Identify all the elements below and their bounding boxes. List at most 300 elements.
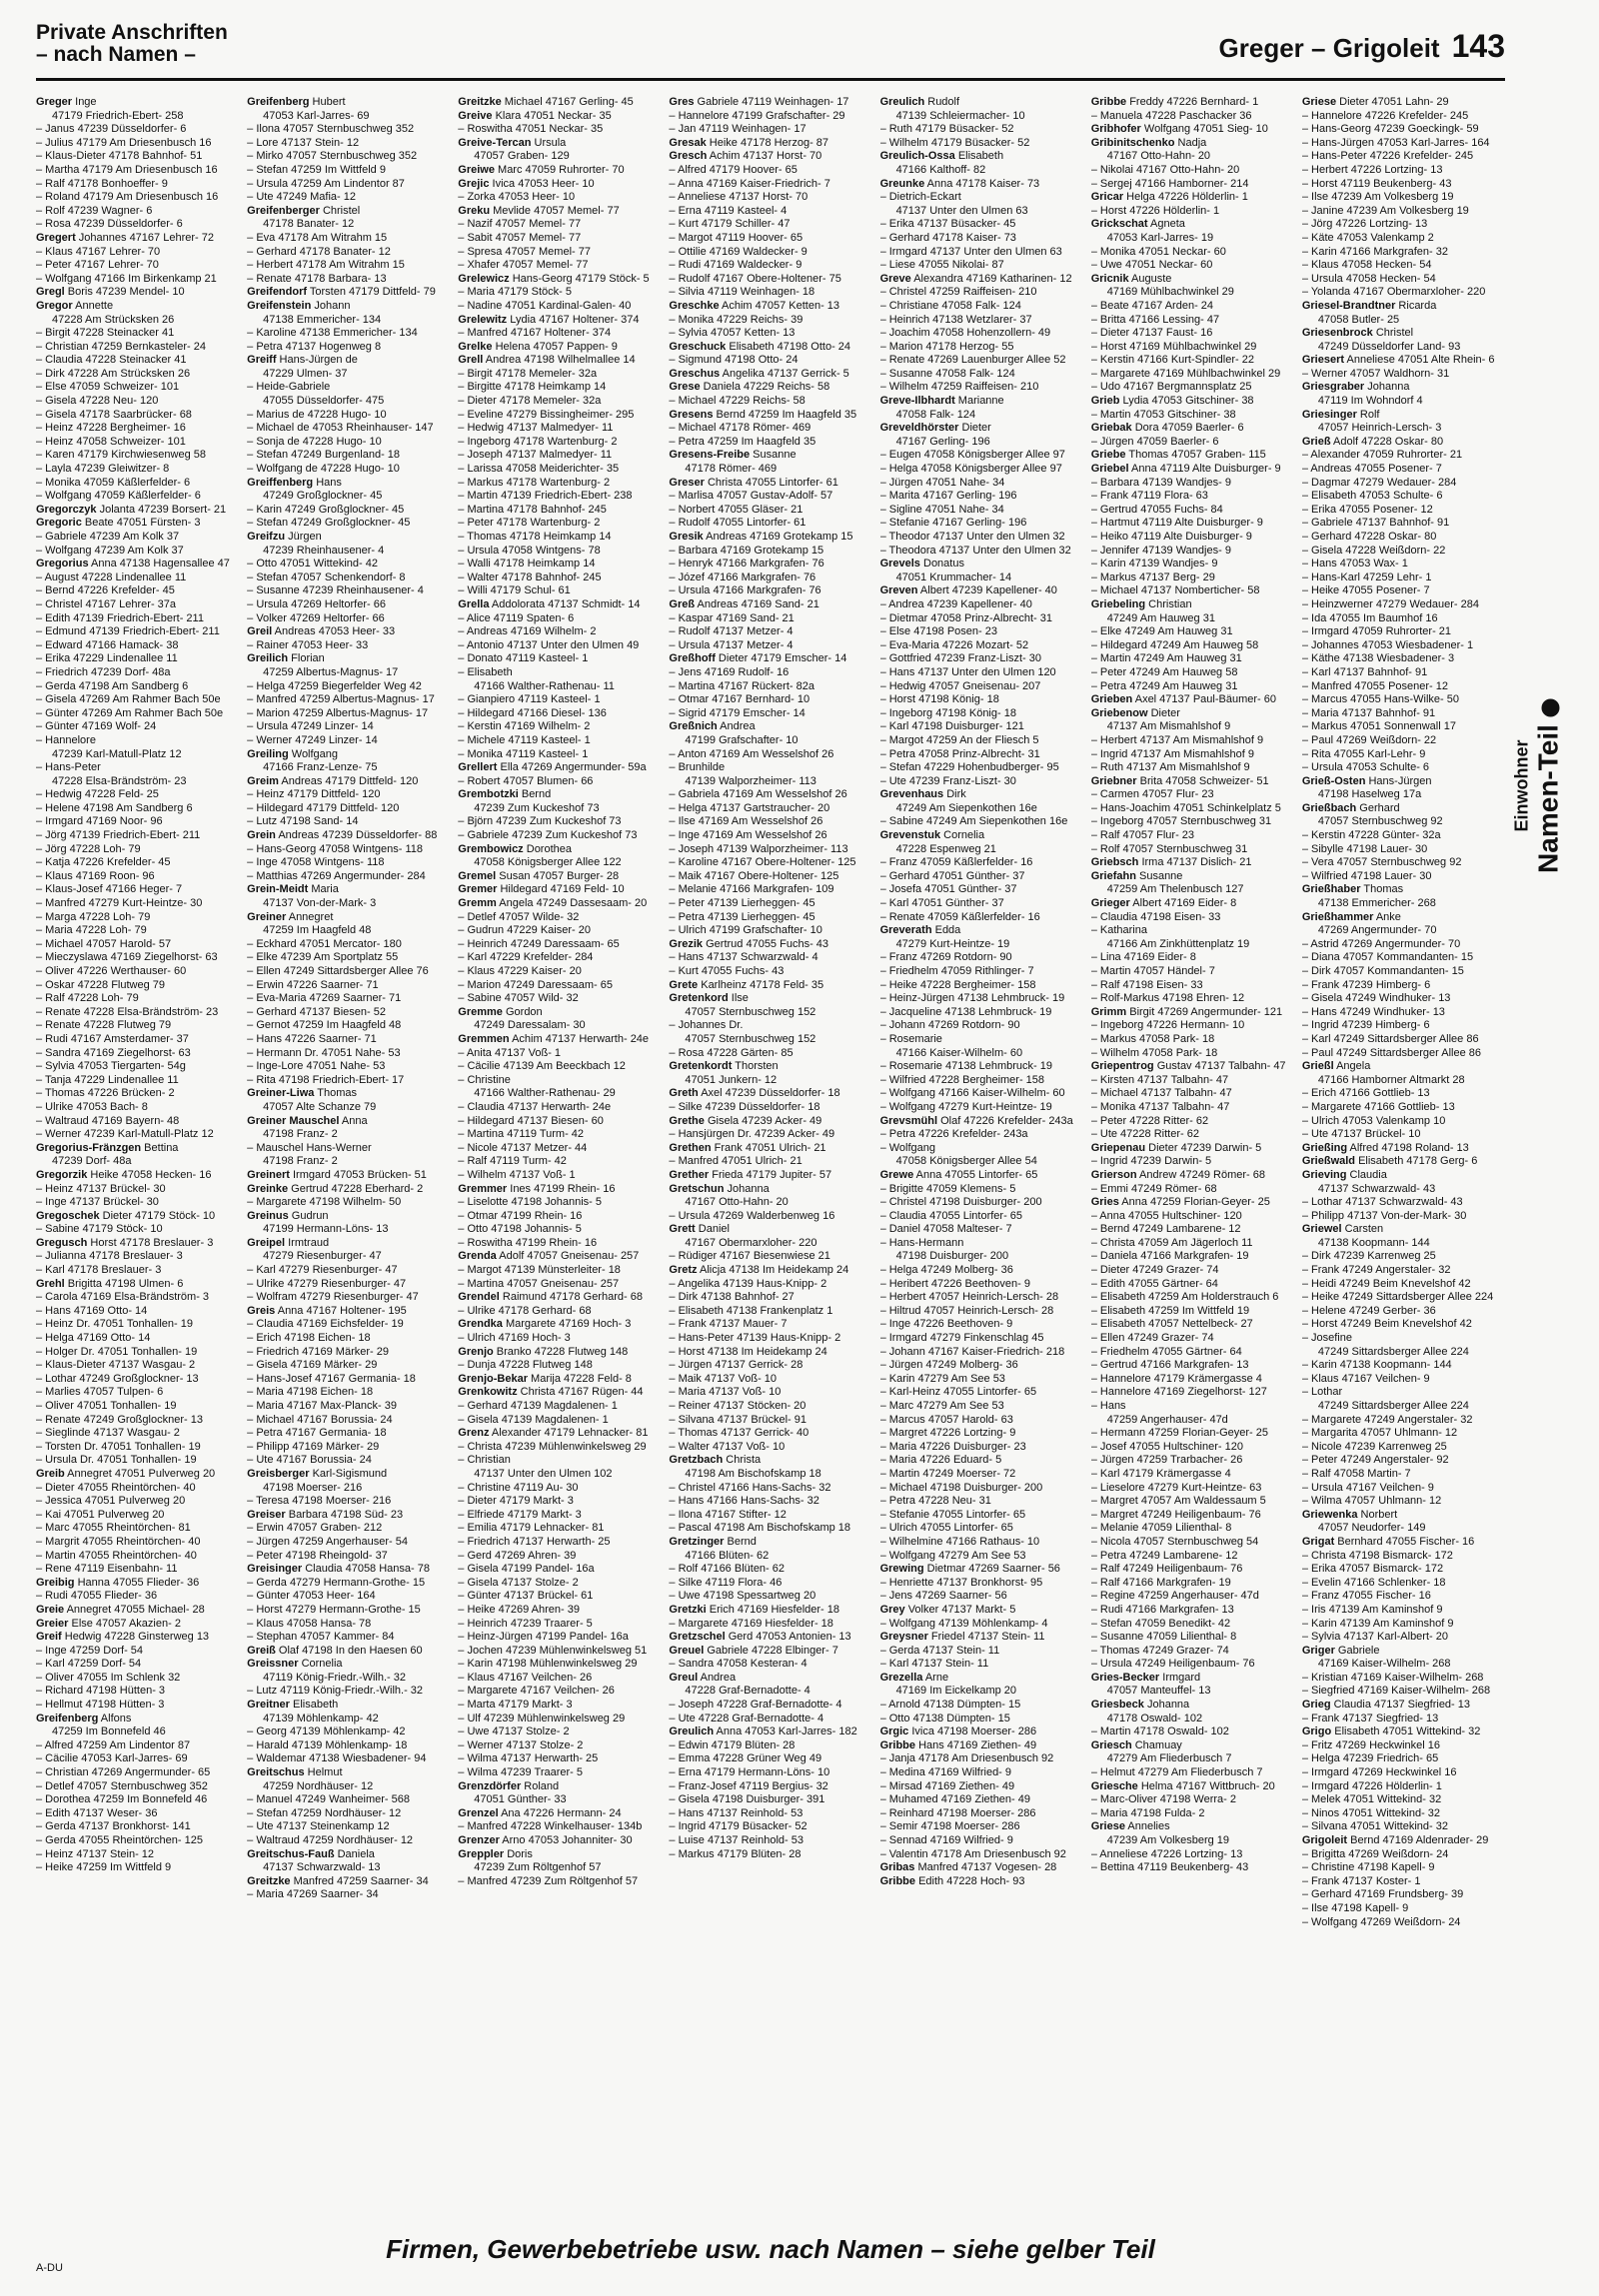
entry-surname: Gries: [1090, 1196, 1119, 1209]
entry-surname: Grießl: [1301, 1060, 1334, 1073]
listing-entry: [247, 1536, 450, 1550]
listing-entry: [458, 381, 661, 395]
listing-entry: [458, 1332, 661, 1346]
entry-text: – Hiltrud 47057 Heinrich-Lersch- 28: [879, 1304, 1054, 1317]
entry-text: Hildegard 47169 Feld- 10: [497, 883, 625, 896]
listing-entry: [247, 897, 450, 911]
entry-text: – Martin 47178 Oswald- 102: [1090, 1725, 1229, 1738]
listing-entry: [669, 273, 871, 287]
listing-entry: [669, 1237, 871, 1251]
listing-entry: [458, 1359, 661, 1373]
entry-text: – Marlies 47057 Tulpen- 6: [36, 1386, 164, 1399]
listing-entry: [1302, 259, 1505, 273]
entry-text: – Franz 47269 Rotdorn- 90: [879, 951, 1012, 964]
entry-text: – Wolfgang: [879, 1141, 936, 1154]
listing-entry: [247, 1291, 450, 1305]
entry-text: – Ralf 47058 Martin- 7: [1301, 1467, 1411, 1480]
entry-text: – Dieter 47055 Rheintörchen- 40: [36, 1481, 196, 1494]
listing-entry: [669, 1645, 871, 1659]
listing-entry: [669, 1563, 871, 1577]
entry-surname: Greschuck: [669, 340, 727, 353]
listing-entry: [247, 1685, 450, 1699]
listing-entry: [669, 558, 871, 572]
listing-entry: [247, 545, 450, 559]
listing-entry: [669, 314, 871, 328]
entry-text: – Lothar 47137 Schwarzwald- 43: [1301, 1196, 1463, 1209]
listing-entry: [247, 652, 450, 666]
listing-entry: [36, 1699, 239, 1713]
listing-entry: [1302, 1495, 1505, 1509]
entry-text: Brita 47058 Schweizer- 51: [1136, 774, 1269, 787]
entry-text: – Heinz Dr. 47051 Tonhallen- 19: [36, 1318, 193, 1331]
entry-text: – Rudolf 47055 Lintorfer- 61: [669, 517, 806, 530]
listing-entry: [669, 368, 871, 382]
listing-entry: [1091, 1685, 1294, 1699]
entry-text: 47053 Karl-Jarres- 19: [1106, 231, 1214, 244]
entry-text: – Ilse 47239 Am Volkesberg 19: [1301, 191, 1454, 204]
listing-entry: [1091, 680, 1294, 694]
entry-text: – Björn 47239 Zum Kuckeshof 73: [458, 815, 622, 828]
entry-surname: Grendel: [458, 1291, 500, 1304]
listing-entry: [669, 1359, 871, 1373]
entry-text: – Gabriela 47169 Am Wesselshof 26: [669, 788, 847, 801]
listing-entry: [36, 1210, 239, 1224]
listing-entry: [880, 1495, 1083, 1509]
entry-text: – Gisela 47269 Am Rahmer Bach 50e: [36, 693, 221, 706]
entry-text: – Nazif 47057 Memel- 77: [458, 218, 582, 231]
listing-entry: [1091, 1278, 1294, 1292]
entry-text: – Silvia 47119 Weinhagen- 18: [669, 286, 815, 299]
listing-entry: [247, 1482, 450, 1496]
entry-text: – Friedhelm 47055 Gärtner- 64: [1090, 1345, 1242, 1358]
listing-entry: [1091, 938, 1294, 952]
listing-entry: [458, 449, 661, 463]
listing-entry: [458, 422, 661, 436]
listing-entry: [247, 409, 450, 423]
entry-text: – Jens 47269 Saarner- 56: [879, 1590, 1007, 1603]
listing-entry: [247, 1115, 450, 1129]
listing-entry: [1302, 178, 1505, 192]
entry-text: – Ursula 47269 Heltorfer- 66: [247, 597, 386, 610]
entry-text: – Christine 47119 Au- 30: [458, 1481, 579, 1494]
entry-surname: Greifenberger: [247, 204, 320, 217]
entry-surname: Grelewitz: [458, 313, 508, 326]
listing-entry: [1302, 775, 1505, 789]
listing-entry: [1302, 1631, 1505, 1645]
listing-entry: [247, 1468, 450, 1482]
listing-entry: [247, 1264, 450, 1278]
entry-text: – Hellmut 47198 Hütten- 3: [36, 1699, 165, 1712]
entry-text: – Christine 47198 Kapell- 9: [1301, 1861, 1435, 1874]
listing-entry: [880, 395, 1083, 409]
entry-surname: Greiling: [247, 747, 289, 760]
listing-entry: [36, 1590, 239, 1604]
listing-entry: [458, 531, 661, 545]
listing-entry: [1091, 870, 1294, 884]
entry-text: 47179 Friedrich-Ebert- 258: [52, 109, 184, 122]
entry-text: – Karoline 47167 Obere-Holtener- 125: [669, 856, 856, 869]
listing-entry: [36, 584, 239, 598]
entry-text: – Ilona 47167 Stifter- 12: [669, 1508, 787, 1521]
entry-text: Helga 47226 Hölderlin- 1: [1123, 191, 1248, 204]
listing-entry: [1091, 422, 1294, 436]
listing-entry: [1302, 1359, 1505, 1373]
listing-entry: [247, 1672, 450, 1686]
entry-surname: Gretzki: [669, 1603, 707, 1616]
listing-entry: [1091, 1522, 1294, 1536]
entry-text: 47249 Großglockner- 45: [263, 490, 383, 503]
listing-entry: [36, 802, 239, 816]
entry-text: – Friedrich 47239 Dorf- 48a: [36, 665, 171, 678]
listing-entry: [1302, 545, 1505, 559]
entry-text: 47137 Schwarzwald- 43: [1317, 1182, 1436, 1195]
listing-entry: [669, 1793, 871, 1807]
entry-surname: Grelewicz: [458, 272, 510, 285]
entry-text: – Inge-Lore 47051 Nahe- 53: [247, 1060, 386, 1073]
listing-entry: [1302, 1793, 1505, 1807]
entry-text: – Wolfgang 47059 Käßlerfelder- 6: [36, 490, 201, 503]
listing-entry: [880, 1305, 1083, 1319]
entry-text: – Edwin 47179 Blüten- 28: [669, 1738, 796, 1751]
entry-text: Raimund 47178 Gerhard- 68: [499, 1291, 643, 1304]
listing-entry: [36, 1454, 239, 1468]
listing-entry: [1302, 734, 1505, 748]
listing-entry: [1302, 924, 1505, 938]
listing-entry: [36, 1563, 239, 1577]
entry-surname: Griger: [1301, 1644, 1335, 1657]
entry-text: – Helga 47249 Molberg- 36: [879, 1264, 1013, 1277]
listing-entry: [1091, 150, 1294, 164]
listing-entry: [880, 1739, 1083, 1753]
listing-entry: [880, 218, 1083, 232]
listing-entry: [1091, 436, 1294, 450]
listing-entry: [247, 1210, 450, 1224]
listing-entry: [669, 911, 871, 925]
entry-text: Rolf: [1356, 408, 1380, 421]
listing-entry: [458, 1006, 661, 1020]
entry-text: – Ute 47228 Graf-Bernadotte- 4: [669, 1712, 824, 1724]
entry-text: – Gerhard 47139 Magdalenen- 1: [458, 1400, 618, 1412]
listing-entry: [669, 531, 871, 545]
entry-text: – Wilma 47239 Traarer- 5: [458, 1766, 583, 1779]
listing-entry: [880, 979, 1083, 993]
listing-entry: [669, 1060, 871, 1074]
entry-text: – Maria 47179 Stöck- 5: [458, 286, 573, 299]
listing-entry: [669, 1210, 871, 1224]
listing-entry: [880, 123, 1083, 137]
entry-text: – Hans 47166 Hans-Sachs- 32: [669, 1495, 819, 1508]
entry-text: – Stefan 47229 Hohenbudberger- 95: [879, 761, 1059, 774]
listing-entry: [669, 829, 871, 843]
entry-surname: Grießhammer: [1301, 910, 1374, 923]
entry-text: 47178 Banater- 12: [263, 218, 355, 231]
listing-entry: [880, 829, 1083, 843]
entry-text: – Sabit 47057 Memel- 77: [458, 231, 582, 244]
entry-text: – Monika 47059 Käßlerfelder- 6: [36, 476, 191, 489]
listing-entry: [247, 1101, 450, 1115]
listing-entry: [1302, 1115, 1505, 1129]
listing-entry: [36, 354, 239, 368]
listing-entry: [669, 477, 871, 491]
listing-entry: [247, 1128, 450, 1142]
listing-entry: [247, 1332, 450, 1346]
entry-surname: Greveldhörster: [879, 422, 959, 435]
entry-surname: Grieger: [1090, 897, 1130, 910]
listing-entry: [247, 218, 450, 232]
entry-text: – Anita 47137 Voß- 1: [458, 1046, 562, 1059]
listing-entry: [669, 1509, 871, 1523]
entry-text: 47058 Butler- 25: [1317, 313, 1400, 326]
listing-entry: [1302, 1752, 1505, 1766]
entry-text: – Ingrid 47179 Büsacker- 52: [669, 1820, 807, 1833]
entry-text: – Michael 47137 Talbahn- 47: [1090, 1087, 1232, 1100]
listing-entry: [669, 1536, 871, 1550]
entry-text: – Karl 47179 Krämergasse 4: [1090, 1467, 1231, 1480]
listing-entry: [1302, 191, 1505, 205]
entry-text: – Henryk 47166 Markgrafen- 76: [669, 558, 824, 571]
entry-surname: Grelke: [458, 340, 493, 353]
entry-text: – Monika 47137 Talbahn- 47: [1090, 1100, 1230, 1113]
listing-entry: [36, 1101, 239, 1115]
listing-entry: [1302, 1250, 1505, 1264]
entry-text: – Hildegard 47179 Dittfeld- 120: [247, 801, 400, 814]
entry-text: – Jörg 47139 Friedrich-Ebert- 211: [36, 829, 201, 842]
page-header: [36, 22, 1505, 78]
listing-entry: [1091, 707, 1294, 721]
entry-surname: Greth: [669, 1087, 699, 1100]
entry-text: – Marcus 47057 Harold- 63: [879, 1413, 1013, 1426]
entry-text: – Frank 47119 Flora- 63: [1090, 490, 1208, 503]
entry-surname: Greitschus: [247, 1766, 305, 1779]
entry-text: – Petra 47249 Lambarene- 12: [1090, 1549, 1238, 1562]
listing-entry: [880, 1725, 1083, 1739]
entry-text: – Ottilie 47169 Waldecker- 9: [669, 245, 807, 258]
entry-text: 47058 Falk- 124: [895, 408, 976, 421]
entry-text: – Edith 47055 Gärtner- 64: [1090, 1277, 1218, 1290]
listing-entry: [669, 490, 871, 504]
entry-text: – Kerstin 47228 Günter- 32a: [1301, 829, 1441, 842]
listing-entry: [1091, 625, 1294, 639]
listing-entry: [458, 1875, 661, 1889]
entry-text: – Christiane 47058 Falk- 124: [879, 299, 1021, 312]
listing-entry: [1091, 788, 1294, 802]
listing-entry: [880, 259, 1083, 273]
entry-text: – Karl 47198 Duisburger- 121: [879, 720, 1024, 733]
entry-text: – Herbert 47057 Heinrich-Lersch- 28: [879, 1291, 1059, 1304]
listing-entry: [669, 1332, 871, 1346]
listing-entry: [247, 123, 450, 137]
entry-text: – Gertrud 47055 Fuchs- 84: [1090, 503, 1223, 516]
listing-entry: [458, 110, 661, 124]
listing-entry: [669, 1278, 871, 1292]
entry-surname: Gretzinger: [669, 1535, 725, 1548]
entry-text: – Rosemarie 47138 Lehmbruck- 19: [879, 1060, 1052, 1073]
listing-entry: [458, 584, 661, 598]
listing-entry: [458, 409, 661, 423]
listing-entry: [247, 1386, 450, 1400]
listing-entry: [1091, 164, 1294, 178]
entry-text: – Astrid 47269 Angermunder- 70: [1301, 937, 1461, 950]
listing-entry: [1091, 463, 1294, 477]
entry-text: – Pascal 47198 Am Bischofskamp 18: [669, 1522, 851, 1535]
listing-entry: [669, 815, 871, 829]
listing-entry: [880, 666, 1083, 680]
entry-text: – Hedwig 47228 Feld- 25: [36, 788, 159, 801]
entry-text: Michael 47167 Gerling- 45: [501, 96, 634, 108]
listing-entry: [880, 612, 1083, 626]
entry-text: Cornelia: [298, 1658, 343, 1671]
entry-text: Achim 47137 Horst- 70: [707, 150, 822, 163]
listing-entry: [247, 1766, 450, 1780]
listing-entry: [1091, 381, 1294, 395]
entry-text: – Hedwig 47057 Gneisenau- 207: [879, 679, 1041, 692]
entry-text: – Nicole 47137 Metzer- 44: [458, 1141, 588, 1154]
listing-entry: [36, 1115, 239, 1129]
listing-entry: [669, 150, 871, 164]
listing-entry: [1302, 1346, 1505, 1360]
listing-entry: [36, 1604, 239, 1618]
entry-text: – Erich 47198 Eichen- 18: [247, 1332, 371, 1345]
listing-entry: [669, 341, 871, 355]
entry-text: Inge: [72, 96, 97, 108]
entry-text: – Helene 47249 Gerber- 36: [1301, 1304, 1436, 1317]
listing-entry: [458, 1250, 661, 1264]
listing-entry: [36, 1509, 239, 1523]
entry-text: – Maria 47198 Fulda- 2: [1090, 1806, 1205, 1819]
listing-entry: [1091, 584, 1294, 598]
listing-entry: [880, 1006, 1083, 1020]
entry-surname: Gretzschel: [669, 1631, 726, 1644]
listing-entry: [1091, 1414, 1294, 1428]
entry-text: – Lutz 47119 König-Friedr.-Wilh.- 32: [247, 1685, 424, 1698]
entry-text: Daniel: [695, 1223, 730, 1236]
listing-entry: [1302, 883, 1505, 897]
listing-entry: [36, 1848, 239, 1862]
entry-text: 47178 Oswald- 102: [1106, 1712, 1203, 1724]
listing-entry: [458, 341, 661, 355]
entry-text: – Bettina 47119 Beukenberg- 43: [1090, 1861, 1249, 1874]
entry-text: – Horst 47119 Beukenberg- 43: [1301, 177, 1452, 190]
entry-text: – Margret 47226 Lortzing- 9: [879, 1427, 1016, 1440]
entry-surname: Griebenow: [1090, 706, 1148, 719]
entry-surname: Greiser: [247, 1508, 286, 1521]
listing-entry: [458, 1685, 661, 1699]
entry-surname: Greisinger: [247, 1563, 303, 1576]
entry-text: – Franz 47055 Fischer- 16: [1301, 1590, 1431, 1603]
listing-entry: [1302, 395, 1505, 409]
entry-text: 47228 Espenweg 21: [895, 842, 996, 855]
listing-entry: [1302, 463, 1505, 477]
entry-surname: Greser: [669, 476, 705, 489]
listing-entry: [247, 273, 450, 287]
entry-text: Christa 47055 Lintorfer- 61: [704, 476, 838, 489]
entry-text: – Christa 47198 Bismarck- 172: [1301, 1549, 1453, 1562]
entry-text: Anna 47178 Kaiser- 73: [924, 177, 1040, 190]
entry-surname: Grevels: [879, 558, 920, 571]
entry-text: Carsten: [1341, 1223, 1384, 1236]
entry-text: Anke: [1373, 910, 1401, 923]
entry-text: – Lothar 47249 Großglockner- 13: [36, 1372, 199, 1385]
entry-surname: Greilich: [247, 652, 289, 665]
listing-entry: [880, 191, 1083, 205]
entry-surname: Greulich: [879, 96, 925, 108]
entry-surname: Grenjo-Bekar: [458, 1372, 528, 1385]
entry-text: – Horst 47169 Mühlbachwinkel 29: [1090, 340, 1257, 353]
entry-text: 47057 Sternbuschweg 92: [1317, 815, 1443, 828]
entry-text: – Hans-Georg 47239 Goeckingk- 59: [1301, 123, 1479, 136]
listing-entry: [36, 341, 239, 355]
listing-entry: [1302, 409, 1505, 423]
entry-text: – Jochen 47239 Mühlenwinkelsweg 51: [458, 1644, 648, 1657]
entry-text: – Eva-Maria 47226 Mozart- 52: [879, 638, 1029, 651]
entry-text: – Ilse 47198 Kapell- 9: [1301, 1901, 1409, 1914]
listing-entry: [36, 1318, 239, 1332]
entry-text: Hans 47169 Ziethen- 49: [915, 1738, 1037, 1751]
listing-entry: [247, 1861, 450, 1875]
entry-text: – Marion 47178 Herzog- 55: [879, 340, 1014, 353]
listing-entry: [880, 965, 1083, 979]
entry-text: – Herbert 47178 Am Witrahm 15: [247, 259, 405, 272]
listing-entry: [247, 517, 450, 531]
listing-entry: [1091, 1305, 1294, 1319]
entry-text: – Rita 47198 Friedrich-Ebert- 17: [247, 1073, 405, 1086]
listing-entry: [247, 707, 450, 721]
listing-entry: [458, 856, 661, 870]
entry-text: – Helga 47058 Königsberger Allee 97: [879, 463, 1062, 476]
entry-text: – Christa 47239 Mühlenwinkelsweg 29: [458, 1440, 647, 1453]
listing-entry: [36, 1495, 239, 1509]
entry-surname: Grell: [458, 354, 484, 367]
entry-text: – Klaus 47167 Veilchen- 26: [458, 1671, 593, 1684]
entry-text: Claudia 47137 Siegfried- 13: [1330, 1699, 1471, 1712]
listing-entry: [458, 395, 661, 409]
entry-text: Barbara 47198 Süd- 23: [285, 1508, 404, 1521]
entry-text: Helma 47167 Wittbruch- 20: [1137, 1779, 1275, 1792]
entry-text: – Maria 47167 Max-Planck- 39: [247, 1400, 397, 1412]
listing-entry: [1302, 1142, 1505, 1156]
listing-entry: [247, 232, 450, 246]
listing-entry: [669, 1713, 871, 1726]
entry-text: – Heinz-Jürgen 47199 Pandel- 16a: [458, 1631, 629, 1644]
entry-text: – Janine 47239 Am Volkesberg 19: [1301, 204, 1469, 217]
listing-entry: [458, 1155, 661, 1169]
listing-entry: [669, 1590, 871, 1604]
listing-entry: [1302, 1577, 1505, 1591]
listing-entry: [36, 1291, 239, 1305]
entry-text: – Angelika 47139 Haus-Knipp- 2: [669, 1277, 827, 1290]
listing-entry: [458, 911, 661, 925]
listing-entry: [247, 883, 450, 897]
entry-text: – Heidi 47249 Beim Knevelshof 42: [1301, 1277, 1471, 1290]
entry-surname: Grethe: [669, 1114, 705, 1127]
entry-text: – Manfred 47239 Zum Röltgenhof 57: [458, 1874, 639, 1887]
listing-entry: [458, 734, 661, 748]
listing-entry: [880, 150, 1083, 164]
entry-text: – Cäcilie 47139 Am Beeckbach 12: [458, 1060, 626, 1073]
listing-entry: [1302, 761, 1505, 775]
entry-text: – Sigmund 47198 Otto- 24: [669, 354, 799, 367]
entry-text: – Ralf 47178 Bonhoeffer- 9: [36, 177, 168, 190]
entry-text: – Otmar 47199 Rhein- 16: [458, 1209, 583, 1222]
entry-text: – Arnold 47138 Dümpten- 15: [879, 1699, 1021, 1712]
entry-surname: Greulich-Ossa: [879, 150, 955, 163]
listing-entry: [880, 449, 1083, 463]
listing-entry: [669, 1631, 871, 1645]
entry-text: Lydia 47053 Gitschiner- 38: [1119, 395, 1254, 408]
listing-entry: [669, 1142, 871, 1156]
listing-entry: [880, 368, 1083, 382]
entry-text: Karlheinz 47178 Feld- 35: [698, 978, 824, 991]
